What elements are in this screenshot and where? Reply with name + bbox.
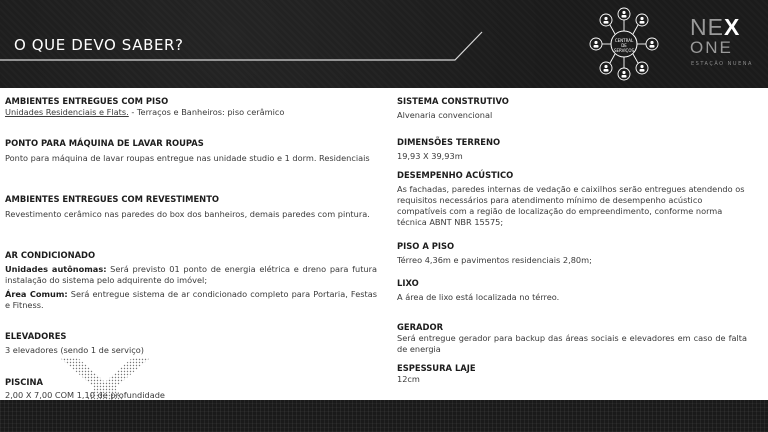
maquina-text: Ponto para máquina de lavar roupas entregue nas unidade studio e 1 dorm. Residenciais (5, 153, 370, 163)
acustico-text: As fachadas, paredes internas de vedação e caixilhos serão entregues atendendo os requisitos necessários para atendimento mínimo de desempenho acústico compatíveis com a região de localização do empreendimento, conforme norma técnica ABNT NBR 15575; (397, 184, 745, 227)
elevadores-heading: ELEVADORES (5, 331, 67, 341)
piscina-text: 2,00 X 7,00 COM 1,10 de profundidade (5, 390, 165, 400)
piscina-heading: PISCINA (5, 377, 44, 387)
sistema-heading: SISTEMA CONSTRUTIVO (397, 96, 509, 106)
piso-text: Unidades Residenciais e Flats. - Terraços e Banheiros: piso cerâmico (5, 107, 285, 117)
dimensoes-heading: DIMENSÕES TERRENO (397, 137, 501, 147)
laje-heading: ESPESSURA LAJE (397, 363, 476, 373)
sistema-text: Alvenaria convencional (397, 110, 493, 120)
piso-a-piso-heading: PISO A PISO (397, 241, 455, 251)
gerador-text: Será entregue gerador para backup das áreas sociais e elevadores em caso de falta de energia (397, 333, 747, 354)
maquina-heading: PONTO PARA MÁQUINA DE LAVAR ROUPAS (5, 138, 204, 148)
central-logo-label: CENTRAL DE SERVIÇOS (613, 38, 635, 53)
revestimento-text: Revestimento cerâmico nas paredes do box dos banheiros, demais paredes com pintura. (5, 209, 370, 219)
brand-name-bottom: ONE (690, 38, 733, 57)
acustico-heading: DESEMPENHO ACÚSTICO (397, 170, 514, 180)
revestimento-heading: AMBIENTES ENTREGUES COM REVESTIMENTO (5, 194, 220, 204)
page-title: O QUE DEVO SABER? (14, 36, 184, 54)
ar-unidades-text: Unidades autônomas: Será previsto 01 ponto de energia elétrica e dreno para futura instalação do sistema pelo adquirente do imóvel; (5, 264, 377, 285)
dimensoes-text: 19,93 X 39,93m (397, 151, 463, 161)
lixo-text: A área de lixo está localizada no térreo. (397, 292, 560, 302)
ar-area-comum-text: Área Comum: Será entregue sistema de ar condicionado completo para Portaria, Festas e Fitness. (5, 289, 377, 310)
piso-a-piso-text: Térreo 4,36m e pavimentos residenciais 2,80m; (397, 255, 592, 265)
brand-logo (690, 14, 760, 78)
ar-condicionado-heading: AR CONDICIONADO (5, 250, 96, 260)
piso-heading: AMBIENTES ENTREGUES COM PISO (5, 96, 169, 106)
lixo-heading: LIXO (397, 278, 419, 288)
gerador-heading: GERADOR (397, 322, 444, 332)
brand-subtitle: ESTAÇÃO NUENA (691, 61, 753, 67)
brand-name-top: NEX (690, 14, 741, 40)
laje-text: 12cm (397, 374, 420, 384)
footer-band (0, 400, 768, 432)
elevadores-text: 3 elevadores (sendo 1 de serviço) (5, 345, 144, 355)
